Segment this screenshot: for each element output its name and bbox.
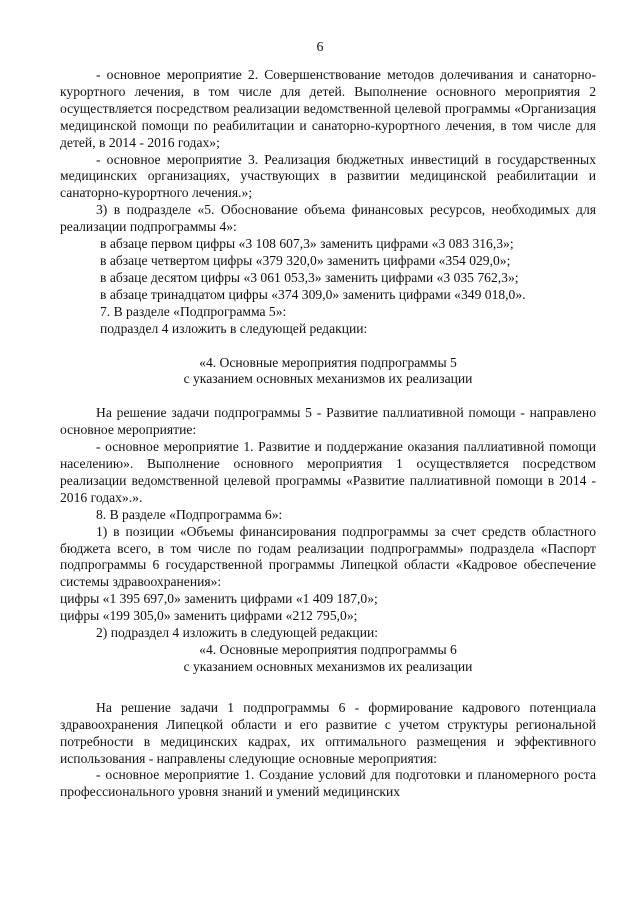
paragraph: цифры «199 305,0» заменить цифрами «212 795,0»; <box>60 608 358 624</box>
paragraph: в абзаце первом цифры «3 108 607,3» заменить цифрами «3 083 316,3»; <box>100 236 514 252</box>
paragraph: в абзаце десятом цифры «3 061 053,3» заменить цифрами «3 035 762,3»; <box>100 269 519 285</box>
section-heading-subtitle: с указанием основных механизмов их реализации <box>183 371 473 387</box>
paragraph: 3) в подразделе «5. Обоснование объема финансовых ресурсов, необходимых для реализации подпрограммы 4»: <box>60 202 596 235</box>
paragraph: На решение задачи подпрограммы 5 - Развитие паллиативной помощи - направлено основное мероприятие: <box>60 405 596 438</box>
paragraph: 1) в позиции «Объемы финансирования подпрограммы за счет средств областного бюджета всего, в том числе по годам реализации подпрограммы» подраздела «Паспорт подпрограммы 6 государственной программы Липецкой области «Кадровое обеспечение системы здравоохранения»: <box>60 523 596 590</box>
section-heading: «4. Основные мероприятия подпрограммы 6 <box>199 642 457 657</box>
paragraph: подраздел 4 изложить в следующей редакции: <box>100 320 368 336</box>
paragraph: - основное мероприятие 1. Развитие и поддержание оказания паллиативной помощи населению». Выполнение основного мероприятия 1 осуществляется посредством реализации ведомственной целевой программы «Развитие паллиативной помощи в 2014 - 2016 годах».». <box>60 439 596 505</box>
page-number: 6 <box>316 40 324 55</box>
paragraph: 8. В разделе «Подпрограмма 6»: <box>96 506 283 522</box>
paragraph: - основное мероприятие 3. Реализация бюджетных инвестиций в государственных медицинских организациях, участвующих в развитии медицинской реабилитации и санаторно-курортного лечения.»; <box>60 151 596 201</box>
paragraph: цифры «1 395 697,0» заменить цифрами «1 409 187,0»; <box>60 591 378 607</box>
paragraph: 2) подраздел 4 изложить в следующей редакции: <box>96 625 379 641</box>
section-heading-subtitle: с указанием основных механизмов их реализации <box>183 658 473 674</box>
paragraph: в абзаце четвертом цифры «379 320,0» заменить цифрами «354 029,0»; <box>100 252 511 268</box>
paragraph: 7. В разделе «Подпрограмма 5»: <box>100 303 287 319</box>
paragraph: в абзаце тринадцатом цифры «374 309,0» заменить цифрами «349 018,0». <box>100 286 526 302</box>
paragraph: - основное мероприятие 2. Совершенствование методов долечивания и санаторно-курортного лечения, в том числе для детей. Выполнение основного мероприятия 2 осуществляется посредством реализации ведомственной целевой программы «Организация медицинской помощи по реабилитации и санаторно-курортного лечения, в том числе для детей, в 2014 - 2016 годах»; <box>60 67 596 150</box>
paragraph: - основное мероприятие 1. Создание условий для подготовки и планомерного роста профессионального уровня знаний и умений медицинских <box>60 767 596 800</box>
document-body <box>60 67 596 801</box>
section-heading: «4. Основные мероприятия подпрограммы 5 <box>199 354 457 370</box>
paragraph: На решение задачи 1 подпрограммы 6 - формирование кадрового потенциала здравоохранения Липецкой области и его развитие с учетом структуры региональной потребности в медицинских кадрах, их оптимального размещения и эффективного использования - направлены следующие основные мероприятия: <box>60 699 596 766</box>
